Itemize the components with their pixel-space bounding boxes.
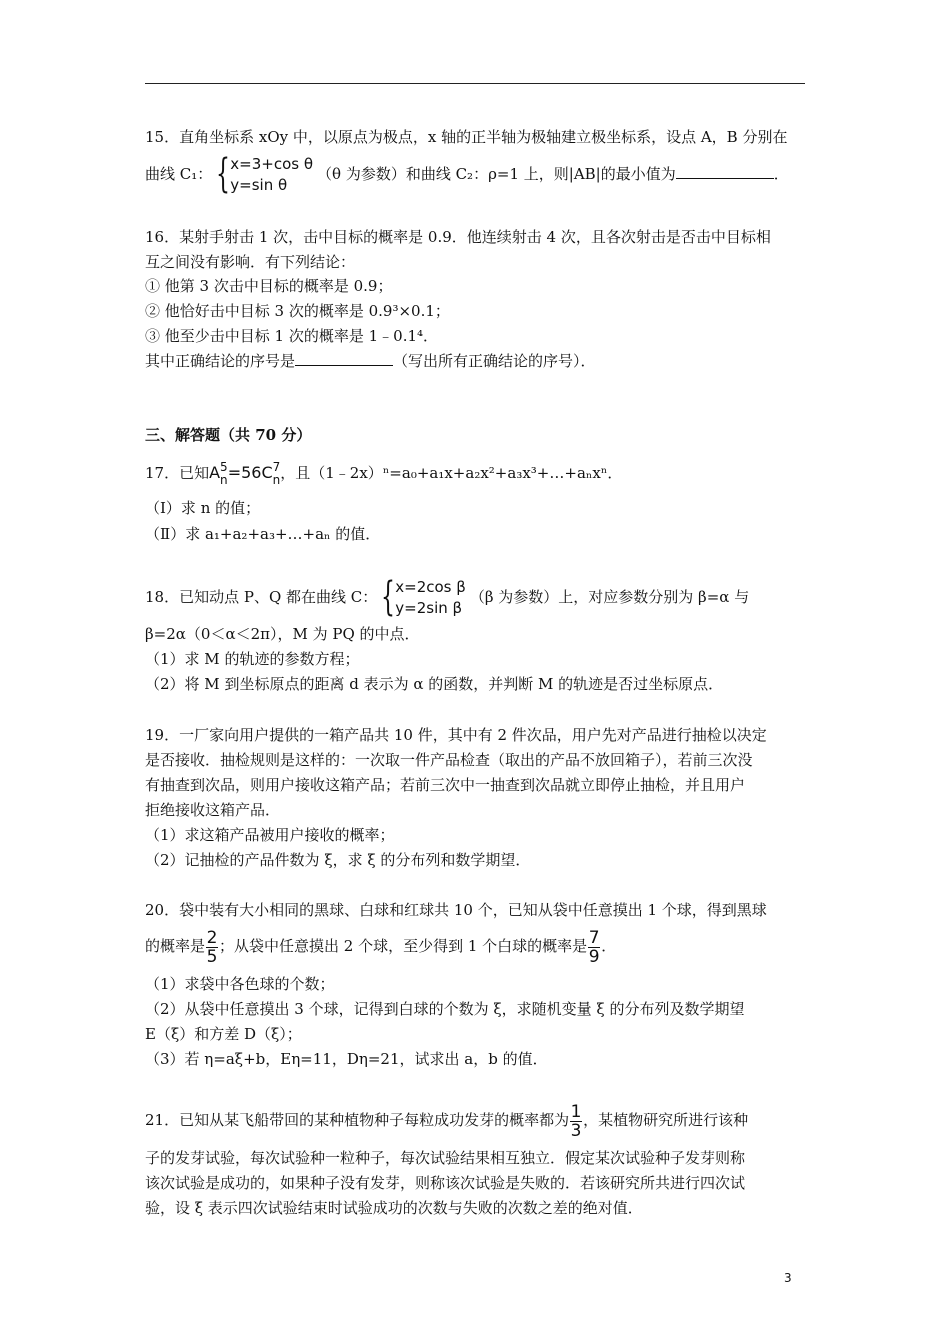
q15-line1: 15．直角坐标系 xOy 中，以原点为极点，x 轴的正半轴为极轴建立极坐标系，设点 A，B 分别在 [145, 128, 788, 146]
q20-part2: （2）从袋中任意摸出 3 个球，记得到白球的个数为 ξ，求随机变量 ξ 的分布列及数学期望 [145, 1000, 745, 1018]
q18-eq2: y=2sin β [395, 599, 463, 617]
q20-line2 [145, 926, 616, 966]
q20-part3: （3）若 η=aξ+b，Eη=11，Dη=21，试求出 a，b 的值． [145, 1050, 548, 1068]
q18-prefix: 18．已知动点 P、Q 都在曲线 C： [145, 588, 378, 606]
q17-a-symbol: A [209, 463, 221, 482]
q16-answer-blank[interactable] [295, 351, 393, 366]
q21-line1 [145, 1100, 748, 1140]
q21-line3: 该次试验是成功的，如果种子没有发芽，则称该次试验是失败的．若该研究所共进行四次试 [145, 1174, 746, 1192]
q18-part1: （1）求 M 的轨迹的参数方程； [145, 650, 360, 668]
q21-line1-b: ，某植物研究所进行该种 [583, 1111, 749, 1129]
q18-line1 [145, 575, 749, 619]
q20-line2-a: 的概率是 [145, 937, 206, 955]
q20-fraction-2 [588, 929, 600, 966]
q17-c-sub: n [272, 473, 281, 487]
q17-suffix: ，且（1﹣2x）ⁿ=a₀+a₁x+a₂x²+a₃x³+…+aₙxⁿ． [280, 464, 623, 482]
q15-eq2: y=sin θ [230, 176, 288, 194]
q21-line1-a: 21．已知从某飞船带回的某种植物种子每粒成功发芽的概率都为 [145, 1111, 570, 1129]
q16-line2: 互之间没有影响．有下列结论： [145, 253, 356, 271]
q16-line6-prefix: 其中正确结论的序号是 [145, 352, 296, 370]
q21-line2: 子的发芽试验，每次试验种一粒种子，每次试验结果相互独立．假定某次试验种子发芽则称 [145, 1149, 746, 1167]
q20-frac1-num: 2 [206, 927, 218, 948]
q16-conclusion-2: ② 他恰好击中目标 3 次的概率是 0.9³×0.1； [145, 302, 450, 320]
q20-part2b: E（ξ）和方差 D（ξ）； [145, 1025, 302, 1043]
q19-line2: 是否接收．抽检规则是这样的：一次取一件产品检查（取出的产品不放回箱子），若前三次没 [145, 751, 753, 769]
q18-system [381, 574, 466, 620]
q19-line3: 有抽查到次品，则用户接收这箱产品；若前三次中一抽查到次品就立即停止抽检，并且用户 [145, 776, 746, 794]
q20-frac2-den: 9 [588, 946, 600, 967]
q20-line2-b: ；从袋中任意摸出 2 个球，至少得到 1 个白球的概率是 [219, 937, 588, 955]
q18-suffix: （β 为参数）上，对应参数分别为 β=α 与 [469, 588, 750, 606]
q21-frac-num: 1 [570, 1101, 582, 1122]
q17-line1 [145, 458, 622, 488]
q18-eq1: x=2cos β [395, 578, 466, 596]
q16-conclusion-3: ③ 他至少击中目标 1 次的概率是 1﹣0.1⁴． [145, 327, 439, 345]
q15-prefix: 曲线 C₁： [145, 165, 213, 183]
q18-line2: β=2α（0＜α＜2π），M 为 PQ 的中点． [145, 625, 420, 643]
q15-end: ． [773, 165, 789, 183]
page-number: 3 [784, 1271, 792, 1285]
q21-line4: 验，设 ξ 表示四次试验结束时试验成功的次数与失败的次数之差的绝对值． [145, 1199, 643, 1217]
section-title: 三、解答题（共 70 分） [145, 426, 312, 444]
q19-line4: 拒绝接收这箱产品． [145, 801, 281, 819]
q21-fraction [570, 1103, 582, 1140]
q20-line1: 20．袋中装有大小相同的黑球、白球和红球共 10 个，已知从袋中任意摸出 1 个球，得到黑球 [145, 901, 767, 919]
q15-suffix: （θ 为参数）和曲线 C₂：ρ=1 上，则|AB|的最小值为 [317, 165, 676, 183]
q15-answer-blank[interactable] [676, 164, 774, 179]
q20-part1: （1）求袋中各色球的个数； [145, 975, 335, 993]
q15-eq1: x=3+cos θ [230, 155, 314, 173]
q17-a-sub: n [220, 473, 228, 487]
q16-line6-suffix: （写出所有正确结论的序号）． [393, 352, 596, 370]
q15-line2 [145, 152, 789, 196]
brace-icon: { [381, 574, 396, 620]
q16-line6 [145, 351, 596, 371]
q20-frac2-num: 7 [588, 927, 600, 948]
q20-fraction-1 [206, 929, 218, 966]
q17-c-symbol: =56C [227, 463, 273, 482]
q20-line2-c: ． [601, 937, 617, 955]
q19-line1: 19．一厂家向用户提供的一箱产品共 10 件，其中有 2 件次品，用户先对产品进行抽检以决定 [145, 726, 767, 744]
q21-frac-den: 3 [570, 1120, 582, 1141]
q15-system [216, 151, 314, 197]
q19-part2: （2）记抽检的产品件数为 ξ，求 ξ 的分布列和数学期望． [145, 851, 531, 869]
brace-icon: { [216, 151, 231, 197]
q17-a-sup: 5 [220, 460, 228, 474]
q16-conclusion-1: ① 他第 3 次击中目标的概率是 0.9； [145, 277, 393, 295]
q19-part1: （1）求这箱产品被用户接收的概率； [145, 826, 395, 844]
q20-frac1-den: 5 [206, 946, 218, 967]
header-rule [145, 83, 805, 84]
q17-part1: （Ⅰ）求 n 的值； [145, 499, 261, 517]
q17-c-sup: 7 [272, 460, 281, 474]
q16-line1: 16．某射手射击 1 次，击中目标的概率是 0.9．他连续射击 4 次，且各次射击是否击中目标相 [145, 228, 771, 246]
q17-prefix: 17．已知 [145, 464, 210, 482]
q17-part2: （Ⅱ）求 a₁+a₂+a₃+…+aₙ 的值． [145, 525, 381, 543]
q18-part2: （2）将 M 到坐标原点的距离 d 表示为 α 的函数，并判断 M 的轨迹是否过坐标原点． [145, 675, 724, 693]
